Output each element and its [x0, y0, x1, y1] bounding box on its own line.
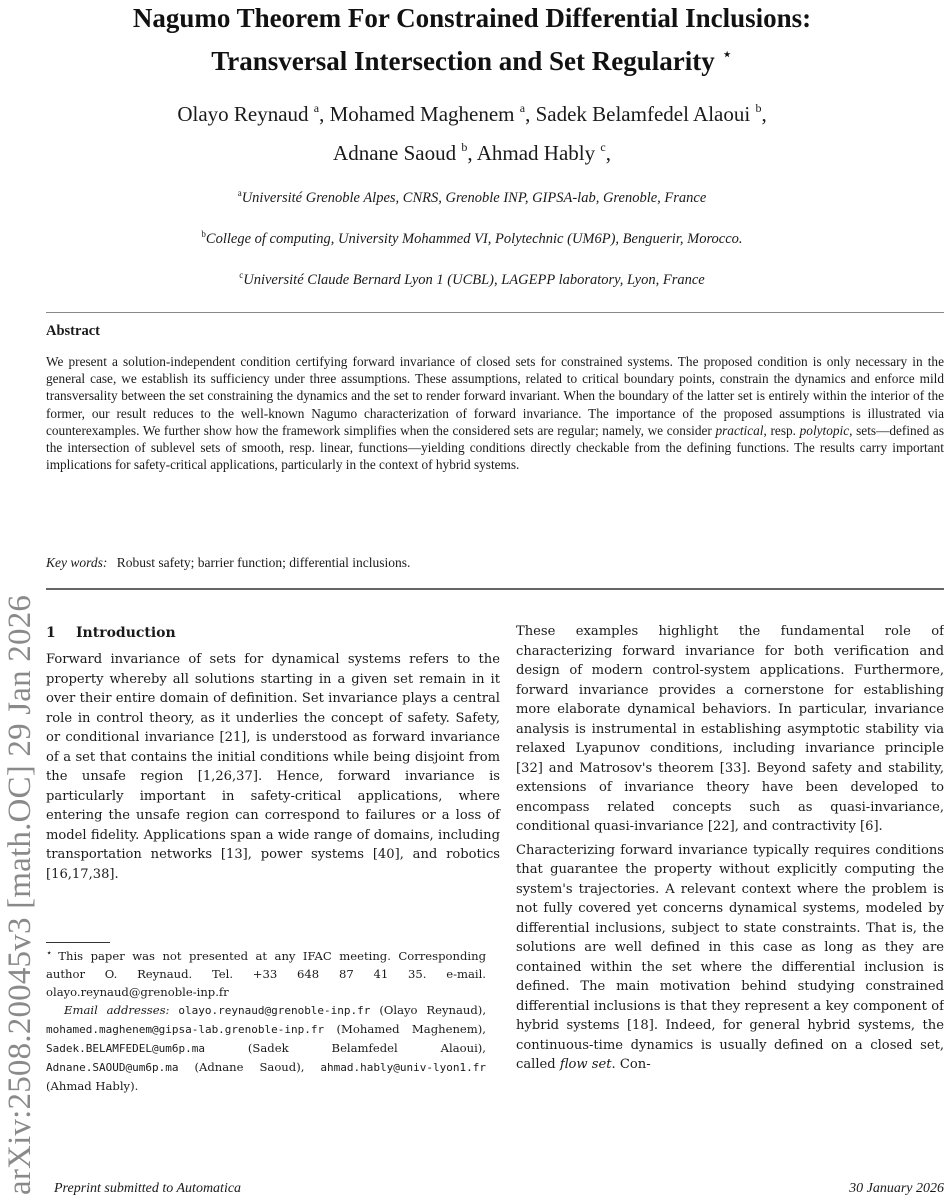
- email-link[interactable]: Sadek.BELAMFEDEL@um6p.ma: [46, 1042, 205, 1055]
- author-affiliation-mark: b: [755, 101, 762, 115]
- affiliation-item: [0, 175, 944, 216]
- author-name: Olayo Reynaud: [177, 102, 309, 126]
- email-footnote: [46, 1001, 486, 1095]
- footer-submission-note: Preprint submitted to Automatica: [54, 1181, 242, 1196]
- author-affiliation-mark: a: [313, 101, 320, 115]
- intro-paragraph-3: [516, 841, 944, 1075]
- left-column: [46, 622, 500, 888]
- author-affiliation-mark: a: [519, 101, 526, 115]
- email-owner: (Adnane Saoud),: [194, 1060, 305, 1074]
- email-owner: (Sadek Belamfedel Alaoui),: [247, 1041, 486, 1055]
- footnote-rule: [46, 942, 110, 943]
- email-owner: (Ahmad Hably).: [46, 1079, 139, 1093]
- keywords-label: Key words:: [46, 555, 108, 570]
- author-name: Mohamed Maghenem: [329, 102, 515, 126]
- affiliation-text: College of computing, University Mohammed VI, Polytechnic (UM6P), Benguerir, Morocco.: [205, 231, 743, 247]
- email-owner: (Mohamed Maghenem),: [336, 1022, 486, 1036]
- abstract-emphasis: practical: [715, 422, 764, 438]
- keywords-text: Robust safety; barrier function; differential inclusions.: [116, 555, 411, 570]
- abstract-bottom-rule: [46, 588, 944, 590]
- intro-paragraph-2: These examples highlight the fundamental role of characterizing forward invariance for both verification and design of modern control-system applications. Furthermore, forward invariance provides a cornerstone for establishing more elaborate dynamical behaviors. In particular, invariance analysis is instrumental in establishing asymptotic stability via relaxed Lyapunov conditions, including invariance principle [32] and Matrosov's theorem [33]. Beyond safety and stability, extensions of invariance theory have been developed to encompass related concepts such as quasi-invariance, conditional quasi-invariance [22], and contractivity [6].: [516, 624, 944, 834]
- paper-title: [0, 0, 944, 79]
- section-title: Introduction: [76, 625, 176, 641]
- section-heading-introduction: [46, 622, 500, 644]
- paragraph-emphasis: flow set: [559, 1057, 612, 1072]
- arxiv-identifier-stamp: arXiv:2508.20045v3 [math.OC] 29 Jan 2026: [2, 594, 38, 1195]
- abstract-heading: Abstract: [46, 323, 100, 339]
- author-list: [0, 92, 944, 170]
- author-name: Ahmad Hably: [476, 141, 596, 165]
- email-label: Email addresses:: [64, 1003, 170, 1017]
- author-name: Adnane Saoud: [333, 141, 457, 165]
- footnote-text: This paper was not presented at any IFAC meeting. Corresponding author O. Reynaud. Tel. +33 648 87 41 35. e-mail. olayo.reynaud@grenoble-inp.fr: [46, 949, 486, 999]
- abstract-text-part: , resp.: [763, 422, 800, 438]
- email-link[interactable]: olayo.reynaud@grenoble-inp.fr: [178, 1004, 371, 1017]
- affiliation-item: [0, 216, 944, 257]
- keywords: [46, 555, 410, 571]
- right-column: [516, 622, 944, 1079]
- abstract-emphasis: polytopic: [799, 422, 850, 438]
- section-number: 1: [46, 625, 56, 641]
- title-footnote-mark: ⋆: [721, 44, 733, 64]
- paragraph-text: Characterizing forward invariance typically requires conditions that guarantee the property without explicitly computing the system's trajectories. A relevant context where the problem is not fully covered yet concerns dynamical systems, modeled by differential inclusions, subject to state constraints. That is, the solutions are well defined in this case as long as they are contained within the set where the differential inclusion is defined. The main motivation behind studying constrained differential inclusions is that they represent a key component of hybrid systems [18]. Indeed, for general hybrid systems, the continuous-time dynamics is usually defined on a closed set, called: [516, 842, 944, 1072]
- affiliation-mark: b: [201, 229, 206, 239]
- title-line-2: Transversal Intersection and Set Regularity ⋆: [211, 44, 733, 76]
- abstract-text-part: We present a solution-independent condition certifying forward invariance of closed sets for constrained systems. The proposed condition is only necessary in the general case, we establish its sufficiency under three assumptions. These assumptions, related to critical boundary points, constrain the dynamics and enforce mild transversality between the set constraining the dynamics and the set to render forward invariant. When the boundary of the latter set is entirely within the interior of the former, our result reduces to the well-known Nagumo characterization of forward invariance. The importance of the proposed assumptions is illustrated via counterexamples. We further show how the framework simplifies when the considered sets are regular; namely, we consider: [46, 354, 944, 438]
- author-line-1: Olayo Reynaud $^a$, Mohamed Maghenem $^a$, Sadek Belamfedel Alaoui $^b$,: [177, 101, 767, 126]
- abstract-text: [46, 353, 944, 473]
- author-name: Sadek Belamfedel Alaoui: [535, 102, 751, 126]
- affiliation-item: [0, 257, 944, 298]
- footnotes: [46, 945, 486, 1095]
- author-affiliation-mark: b: [461, 140, 468, 154]
- affiliation-list: [0, 175, 944, 298]
- affiliation-text: Université Grenoble Alpes, CNRS, Grenoble INP, GIPSA-lab, Grenoble, France: [241, 190, 707, 206]
- email-link[interactable]: ahmad.hably@univ-lyon1.fr: [320, 1061, 486, 1074]
- abstract-text-part: , sets—defined as the intersection of sublevel sets of smooth, resp. linear, functions—yielding conditions directly checkable from the defining functions. The results carry important implications for safety-critical applications, particularly in the context of hybrid systems.: [46, 422, 944, 473]
- affiliation-mark: c: [239, 270, 244, 280]
- email-owner: (Olayo Reynaud),: [379, 1003, 487, 1017]
- affiliation-text: Université Claude Bernard Lyon 1 (UCBL), LAGEPP laboratory, Lyon, France: [243, 272, 705, 288]
- email-link[interactable]: mohamed.maghenem@gipsa-lab.grenoble-inp.fr: [46, 1023, 325, 1036]
- paragraph-text: . Con-: [611, 1057, 651, 1072]
- affiliation-mark: a: [237, 188, 242, 198]
- author-line-2: Adnane Saoud $^b$, Ahmad Hably $^c$,: [333, 140, 611, 165]
- intro-paragraph-1: Forward invariance of sets for dynamical systems refers to the property whereby all solutions starting in a given set remain in it over their entire domain of definition. Set invariance plays a central role in control theory, as it underlies the concept of safety. Safety, or conditional invariance [21], is understood as forward invariance of a set that contains the initial conditions while being disjoint from the unsafe region [1,26,37]. Hence, forward invariance is particularly important in safety-critical applications, where entering the unsafe region can correspond to failures or a loss of model fidelity. Applications span a wide range of domains, including transportation networks [13], power systems [40], and robotics [16,17,38].: [46, 652, 500, 882]
- title-line-1: Nagumo Theorem For Constrained Differential Inclusions:: [132, 3, 812, 33]
- email-link[interactable]: Adnane.SAOUD@um6p.ma: [46, 1061, 179, 1074]
- author-affiliation-mark: c: [600, 140, 606, 154]
- abstract-top-rule: [46, 312, 944, 313]
- footnote-star: ⋆: [46, 948, 53, 959]
- footer-date: 30 January 2026: [849, 1181, 944, 1196]
- title-footnote: [46, 945, 486, 1001]
